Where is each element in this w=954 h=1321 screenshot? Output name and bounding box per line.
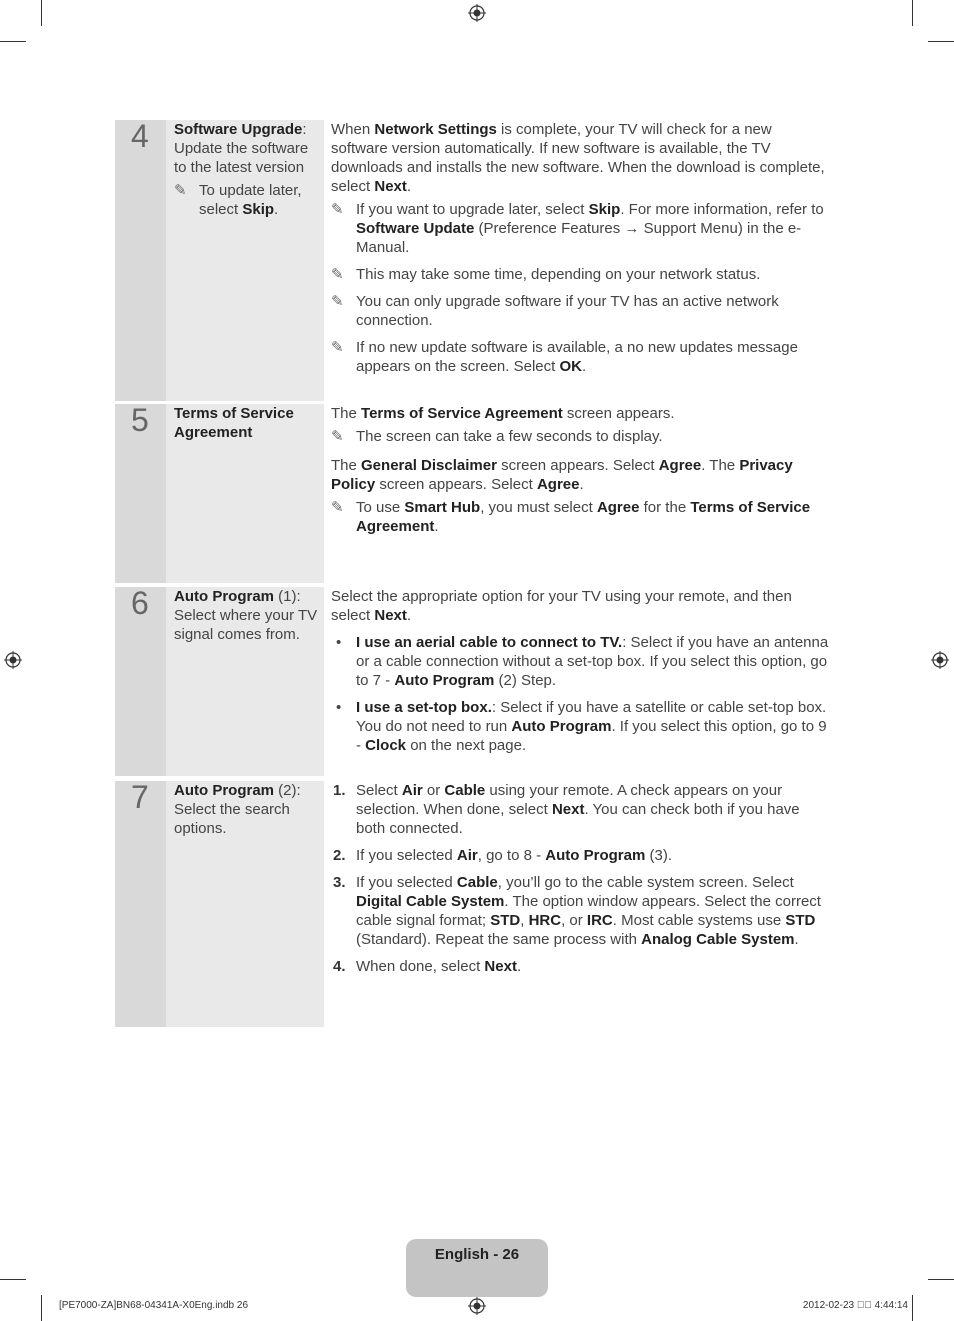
bullet-icon: • bbox=[336, 699, 342, 716]
registration-mark-icon bbox=[468, 1297, 486, 1315]
crop-mark-top-left-v bbox=[41, 0, 42, 26]
crop-mark-top-left-h bbox=[0, 41, 26, 42]
numbered-item: 4. When done, select Next. bbox=[333, 958, 522, 975]
emphasis-text: IRC bbox=[586, 912, 613, 929]
pencil-note-icon: ✎ bbox=[331, 339, 344, 356]
emphasis-text: Cable bbox=[444, 782, 486, 799]
pencil-note-icon: ✎ bbox=[331, 428, 344, 445]
step-label bbox=[174, 587, 320, 644]
emphasis-text: I use a set-top box. bbox=[356, 699, 492, 716]
emphasis-text: Auto Program bbox=[174, 782, 275, 799]
note: ✎ To use Smart Hub, you must select Agree for the Terms of Service Agreement. bbox=[331, 499, 811, 535]
crop-mark-top-right-h bbox=[928, 41, 954, 42]
note: ✎ If no new update software is available, a no new updates message appears on the screen. Select OK. bbox=[331, 339, 798, 375]
note: ✎ If you want to upgrade later, select Skip. For more information, refer to Software Update (Preference Features → Support Menu) in the e-Manual. bbox=[331, 201, 824, 256]
emphasis-text: STD bbox=[785, 912, 816, 929]
emphasis-text: Cable bbox=[456, 874, 498, 891]
step-row bbox=[115, 404, 830, 583]
emphasis-text: Agree bbox=[536, 476, 580, 493]
emphasis-text: Skip bbox=[588, 201, 621, 218]
item-number: 1. bbox=[333, 782, 346, 799]
pencil-note-icon: ✎ bbox=[331, 266, 344, 283]
registration-mark-icon bbox=[4, 651, 22, 669]
step-number: 6 bbox=[131, 585, 149, 621]
numbered-item: 2. If you selected Air, go to 8 - Auto Program (3). bbox=[333, 847, 672, 864]
note: ✎ The screen can take a few seconds to display. bbox=[331, 428, 663, 445]
paragraph: The Terms of Service Agreement screen appears. bbox=[331, 405, 675, 422]
item-number: 3. bbox=[333, 874, 346, 891]
numbered-item: 3. If you selected Cable, you’ll go to the cable system screen. Select Digital Cable System. The option window appears. Select the correct cable signal format; STD, HRC, or IRC. Most cable systems use STD (Standard). Repeat the same process with Analog Cable System. bbox=[333, 874, 821, 948]
step-row bbox=[115, 587, 830, 776]
emphasis-text: Auto Program bbox=[545, 847, 646, 864]
emphasis-text: OK bbox=[559, 358, 582, 375]
emphasis-text: Terms of Service Agreement bbox=[356, 499, 811, 535]
crop-mark-bottom-right-h bbox=[928, 1279, 954, 1280]
step-number: 5 bbox=[131, 402, 149, 438]
emphasis-text: Agree bbox=[658, 457, 702, 474]
step-description bbox=[331, 587, 829, 755]
emphasis-text: Next bbox=[484, 958, 517, 975]
emphasis-text: Clock bbox=[365, 737, 407, 754]
emphasis-text: Software Upgrade bbox=[174, 121, 303, 138]
emphasis-text: Smart Hub bbox=[404, 499, 481, 516]
emphasis-text: I use an aerial cable to connect to TV. bbox=[356, 634, 623, 651]
bullet-item: • I use a set-top box.: Select if you have a satellite or cable set-top box. You do not need to run Auto Program. If you select this option, go to 9 - Clock on the next page. bbox=[336, 699, 827, 754]
item-number: 2. bbox=[333, 847, 346, 864]
emphasis-text: Air bbox=[401, 782, 423, 799]
emphasis-text: Privacy Policy bbox=[331, 457, 793, 493]
emphasis-text: Network Settings bbox=[374, 121, 497, 138]
emphasis-text: Skip bbox=[242, 201, 275, 218]
step-description bbox=[331, 781, 829, 976]
step-label-note: ✎ To update later, select Skip. bbox=[174, 182, 302, 218]
crop-mark-bottom-right-v bbox=[912, 1295, 913, 1321]
emphasis-text: HRC bbox=[528, 912, 562, 929]
crop-mark-top-right-v bbox=[912, 0, 913, 26]
pencil-note-icon: ✎ bbox=[331, 499, 344, 516]
step-number-cell bbox=[115, 781, 166, 1027]
step-label bbox=[174, 781, 320, 838]
emphasis-text: Software Update bbox=[356, 220, 475, 237]
paragraph: Select the appropriate option for your TV using your remote, and then select Next. bbox=[331, 588, 792, 624]
print-slug-right: 2012-02-23 ￿￿ 4:44:14 bbox=[802, 1300, 908, 1311]
step-row bbox=[115, 120, 830, 401]
emphasis-text: General Disclaimer bbox=[361, 457, 497, 474]
emphasis-text: Terms of Service Agreement bbox=[361, 405, 563, 422]
registration-mark-icon bbox=[931, 651, 949, 669]
step-number: 4 bbox=[131, 118, 149, 154]
step-number-cell bbox=[115, 120, 166, 401]
emphasis-text: Next bbox=[374, 178, 407, 195]
print-slug-left: [PE7000-ZA]BN68-04341A-X0Eng.indb 26 bbox=[59, 1300, 249, 1311]
emphasis-text: Air bbox=[456, 847, 478, 864]
step-description bbox=[331, 120, 829, 376]
emphasis-text: Next bbox=[374, 607, 407, 624]
pencil-note-icon: ✎ bbox=[331, 293, 344, 310]
crop-mark-bottom-left-h bbox=[0, 1279, 26, 1280]
paragraph: The General Disclaimer screen appears. Select Agree. The Privacy Policy screen appears. Select Agree. bbox=[331, 457, 793, 493]
step-title: Auto Program (2): Select the search options. bbox=[174, 782, 301, 837]
crop-mark-bottom-left-v bbox=[41, 1295, 42, 1321]
emphasis-text: Auto Program bbox=[174, 588, 275, 605]
bullet-icon: • bbox=[336, 634, 342, 651]
pencil-note-icon: ✎ bbox=[331, 201, 344, 218]
step-label bbox=[174, 120, 320, 219]
emphasis-text: Auto Program bbox=[394, 672, 495, 689]
step-title: Software Upgrade: Update the software to the latest version bbox=[174, 121, 309, 176]
page-number: English - 26 bbox=[434, 1246, 520, 1263]
step-number: 7 bbox=[131, 779, 149, 815]
emphasis-text: Agree bbox=[596, 499, 640, 516]
step-title: Auto Program (1): Select where your TV signal comes from. bbox=[174, 588, 318, 643]
bullet-item: • I use an aerial cable to connect to TV.: Select if you have an antenna or a cable connection without a set-top box. If you select this option, go to 7 - Auto Program (2) Step. bbox=[336, 634, 829, 689]
emphasis-text: Terms of Service Agreement bbox=[174, 405, 294, 441]
item-number: 4. bbox=[333, 958, 346, 975]
note: ✎ You can only upgrade software if your TV has an active network connection. bbox=[331, 293, 779, 329]
registration-mark-icon bbox=[468, 4, 486, 22]
emphasis-text: Analog Cable System bbox=[641, 931, 795, 948]
step-label bbox=[174, 404, 320, 442]
step-row bbox=[115, 781, 830, 1027]
step-title bbox=[174, 404, 320, 442]
step-description bbox=[331, 404, 829, 536]
note: ✎ This may take some time, depending on your network status. bbox=[331, 266, 761, 283]
numbered-item: 1. Select Air or Cable using your remote. A check appears on your selection. When done, select Next. You can check both if you have both connected. bbox=[333, 782, 800, 837]
pencil-note-icon: ✎ bbox=[174, 182, 187, 199]
emphasis-text: STD bbox=[490, 912, 521, 929]
emphasis-text: Auto Program bbox=[511, 718, 612, 735]
emphasis-text: Next bbox=[551, 801, 585, 818]
paragraph: When Network Settings is complete, your TV will check for a new software version automatically. If new software is available, the TV downloads and installs the new software. When the download is complete, select Next. bbox=[331, 121, 825, 195]
emphasis-text: Digital Cable System bbox=[356, 893, 505, 910]
